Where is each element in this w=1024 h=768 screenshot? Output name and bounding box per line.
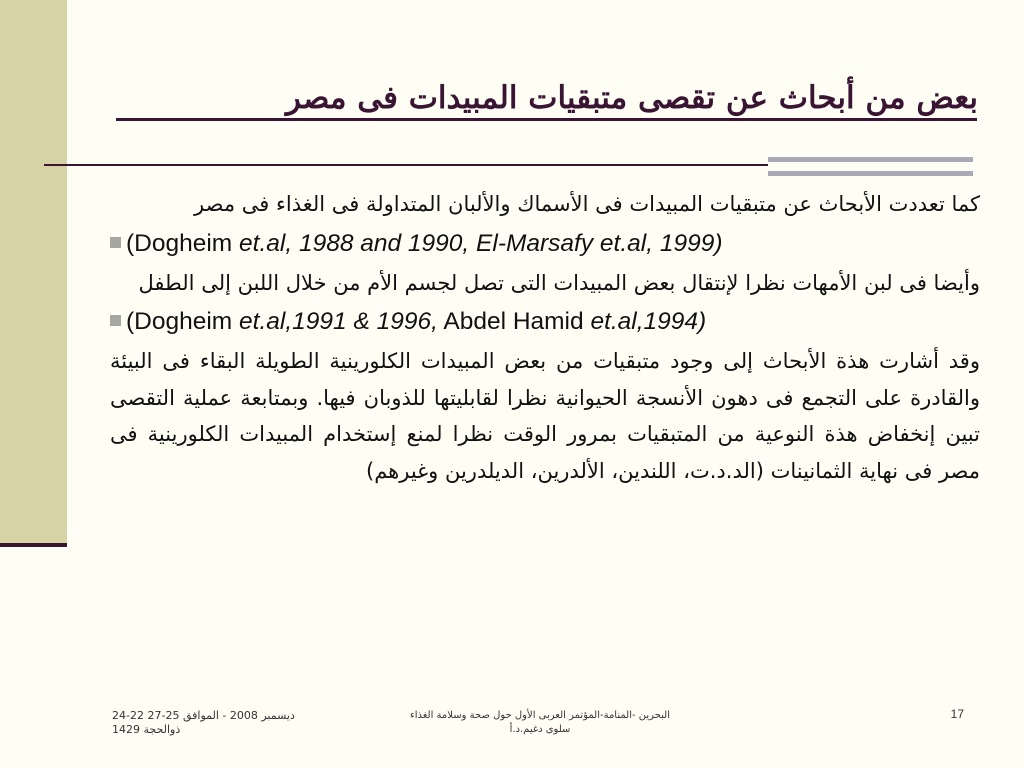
reference-2: (Dogheim et.al,1991 & 1996, Abdel Hamid et.al,1994): [110, 301, 980, 343]
decorative-side-bar: [0, 0, 67, 545]
header-rule: [44, 164, 768, 166]
reference-1: (Dogheim et.al, 1988 and 1990, El-Marsafy et.al, 1999): [110, 223, 980, 265]
footer-date: 24-22 ديسمبر 2008 - الموافق 25-27 ذوالحجة 1429: [112, 709, 295, 736]
footer-conference: البحرين -المنامة-المؤتمر العربى الأول حول صحة وسلامة الغذاء سلوى دغيم.د.أ: [410, 710, 670, 735]
paragraph-fish-milk: كما تعددت الأبحاث عن متبقيات المبيدات فى الأسماك والألبان المتداولة فى الغذاء فى مصر: [194, 192, 980, 216]
paragraph-breast-milk: وأيضا فى لبن الأمهات نظرا لإنتقال بعض المبيدات التى تصل لجسم الأم من خلال اللبن إلى الطفل: [138, 270, 980, 295]
bullet-icon: [110, 237, 121, 248]
paragraph-organochlorine: وقد أشارت هذة الأبحاث إلى وجود متبقيات من بعض المبيدات الكلورينية الطويلة البقاء فى البيئة والقادرة على التجمع فى دهون الأنسجة الحيوانية نظرا لقابليتها للذوبان فيها. وبمتابعة عملية التقصى تبين إنخفاض هذة النوعية من المتبقيات بمرور الوقت نظرا لمنع إستخدام المبيدات الكلورينية فى مصر فى نهاية الثمانينات (الد.د.ت، اللندين، الألدرين، الديلدرين وغيرهم): [110, 349, 980, 483]
bullet-icon: [110, 315, 121, 326]
title-underline: [116, 118, 977, 121]
slide-title: بعض من أبحاث عن تقصى متبقيات المبيدات فى مصر: [285, 80, 978, 116]
slide-body: [110, 186, 980, 489]
side-bar-divider: [0, 543, 67, 547]
slide-number: 17: [950, 707, 964, 721]
header-accent-bar-bottom: [768, 171, 973, 176]
header-accent-bar-top: [768, 157, 973, 162]
